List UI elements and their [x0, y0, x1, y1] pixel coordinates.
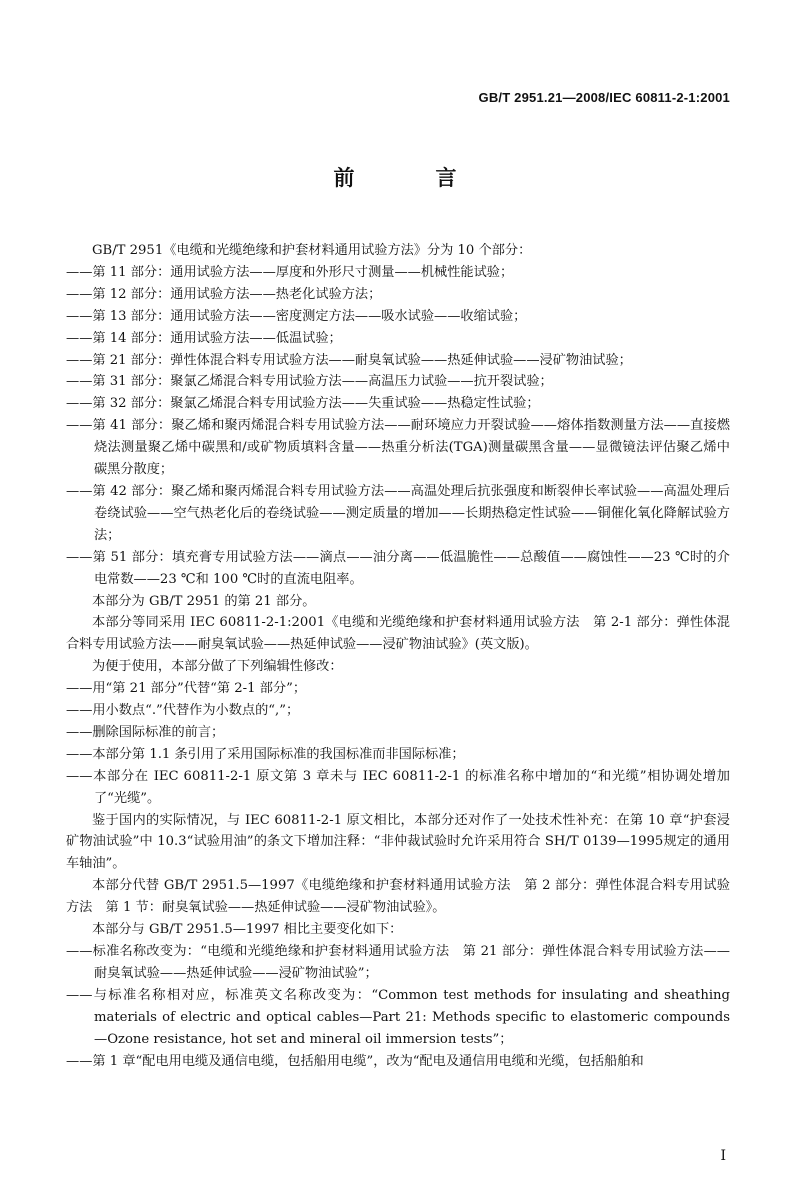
- page-title: 前 言: [333, 166, 487, 190]
- list-item: ——第 1 章“配电用电缆及通信电缆，包括船用电缆”，改为“配电及通信用电缆和光缆，包括船舶和: [66, 1053, 644, 1069]
- list-item: ——本部分在 IEC 60811-2-1 原文第 3 章未与 IEC 60811-2-1 的标准名称中增加的“和光缆”相协调处增加了“光缆”。: [66, 768, 730, 806]
- list-item: ——第 42 部分：聚乙烯和聚丙烯混合料专用试验方法——高温处理后抗张强度和断裂伸长率试验——高温处理后卷绕试验——空气热老化后的卷绕试验——测定质量的增加——长期热稳定性试验——铜催化氧化降解试验方法；: [66, 483, 730, 543]
- page-number: I: [720, 1148, 726, 1164]
- list-item: ——本部分第 1.1 条引用了采用国际标准的我国标准而非国际标准；: [66, 746, 465, 762]
- list-item: ——第 13 部分：通用试验方法——密度测定方法——吸水试验——收缩试验；: [66, 308, 527, 324]
- list-item: ——与标准名称相对应，标准英文名称改变为：“Common test methods for insulating and sheathing materials of electric and optical cables—Part 21: Methods specific to elastomeric compounds—Ozone resistance, hot set and mineral oil immersion tests”；: [66, 987, 730, 1047]
- list-item: ——第 51 部分：填充膏专用试验方法——滴点——油分离——低温脆性——总酸值——腐蚀性——23 ℃时的介电常数——23 ℃和 100 ℃时的直流电阻率。: [66, 549, 730, 587]
- paragraph: 为便于使用，本部分做了下列编辑性修改：: [92, 659, 343, 675]
- foreword-body: [66, 240, 730, 1072]
- paragraph: 本部分与 GB/T 2951.5—1997 相比主要变化如下：: [92, 922, 403, 938]
- list-item: ——第 14 部分：通用试验方法——低温试验；: [66, 330, 342, 346]
- list-item: ——第 32 部分：聚氯乙烯混合料专用试验方法——失重试验——热稳定性试验；: [66, 396, 540, 412]
- list-item: ——用小数点“.”代替作为小数点的“,”；: [66, 703, 300, 719]
- list-item: ——第 21 部分：弹性体混合料专用试验方法——耐臭氧试验——热延伸试验——浸矿物油试验；: [66, 352, 632, 368]
- paragraph: 鉴于国内的实际情况，与 IEC 60811-2-1 原文相比，本部分还对作了一处技术性补充：在第 10 章“护套浸矿物油试验”中 10.3“试验用油”的条文下增加注释：“非仲裁试验时允许采用符合 SH/T 0139—1995规定的通用车轴油”。: [66, 812, 730, 872]
- list-item: ——第 41 部分：聚乙烯和聚丙烯混合料专用试验方法——耐环境应力开裂试验——熔体指数测量方法——直接燃烧法测量聚乙烯中碳黑和/或矿物质填料含量——热重分析法(TGA)测量碳黑含量——显微镜法评估聚乙烯中碳黑分散度；: [66, 418, 730, 478]
- list-item: ——删除国际标准的前言；: [66, 724, 225, 740]
- list-item: ——第 12 部分：通用试验方法——热老化试验方法；: [66, 286, 382, 302]
- list-item: ——标准名称改变为：“电缆和光缆绝缘和护套材料通用试验方法 第 21 部分：弹性体混合料专用试验方法——耐臭氧试验——热延伸试验——浸矿物油试验”；: [66, 944, 730, 981]
- paragraph: 本部分等同采用 IEC 60811-2-1:2001《电缆和光缆绝缘和护套材料通用试验方法 第 2-1 部分：弹性体混合料专用试验方法——耐臭氧试验——热延伸试验——浸矿物油试验》(英文版)。: [66, 615, 730, 653]
- list-item: ——第 11 部分：通用试验方法——厚度和外形尺寸测量——机械性能试验；: [66, 264, 514, 280]
- list-item: ——第 31 部分：聚氯乙烯混合料专用试验方法——高温压力试验——抗开裂试验；: [66, 374, 553, 390]
- paragraph: GB/T 2951《电缆和光缆绝缘和护套材料通用试验方法》分为 10 个部分：: [92, 243, 532, 258]
- paragraph: 本部分为 GB/T 2951 的第 21 部分。: [92, 593, 316, 609]
- paragraph: 本部分代替 GB/T 2951.5—1997《电缆绝缘和护套材料通用试验方法 第 2 部分：弹性体混合料专用试验方法 第 1 节：耐臭氧试验——热延伸试验——浸矿物油试验》。: [66, 878, 730, 916]
- list-item: ——用“第 21 部分”代替“第 2-1 部分”；: [66, 681, 307, 697]
- standard-code-header: GB/T 2951.21—2008/IEC 60811-2-1:2001: [478, 90, 730, 105]
